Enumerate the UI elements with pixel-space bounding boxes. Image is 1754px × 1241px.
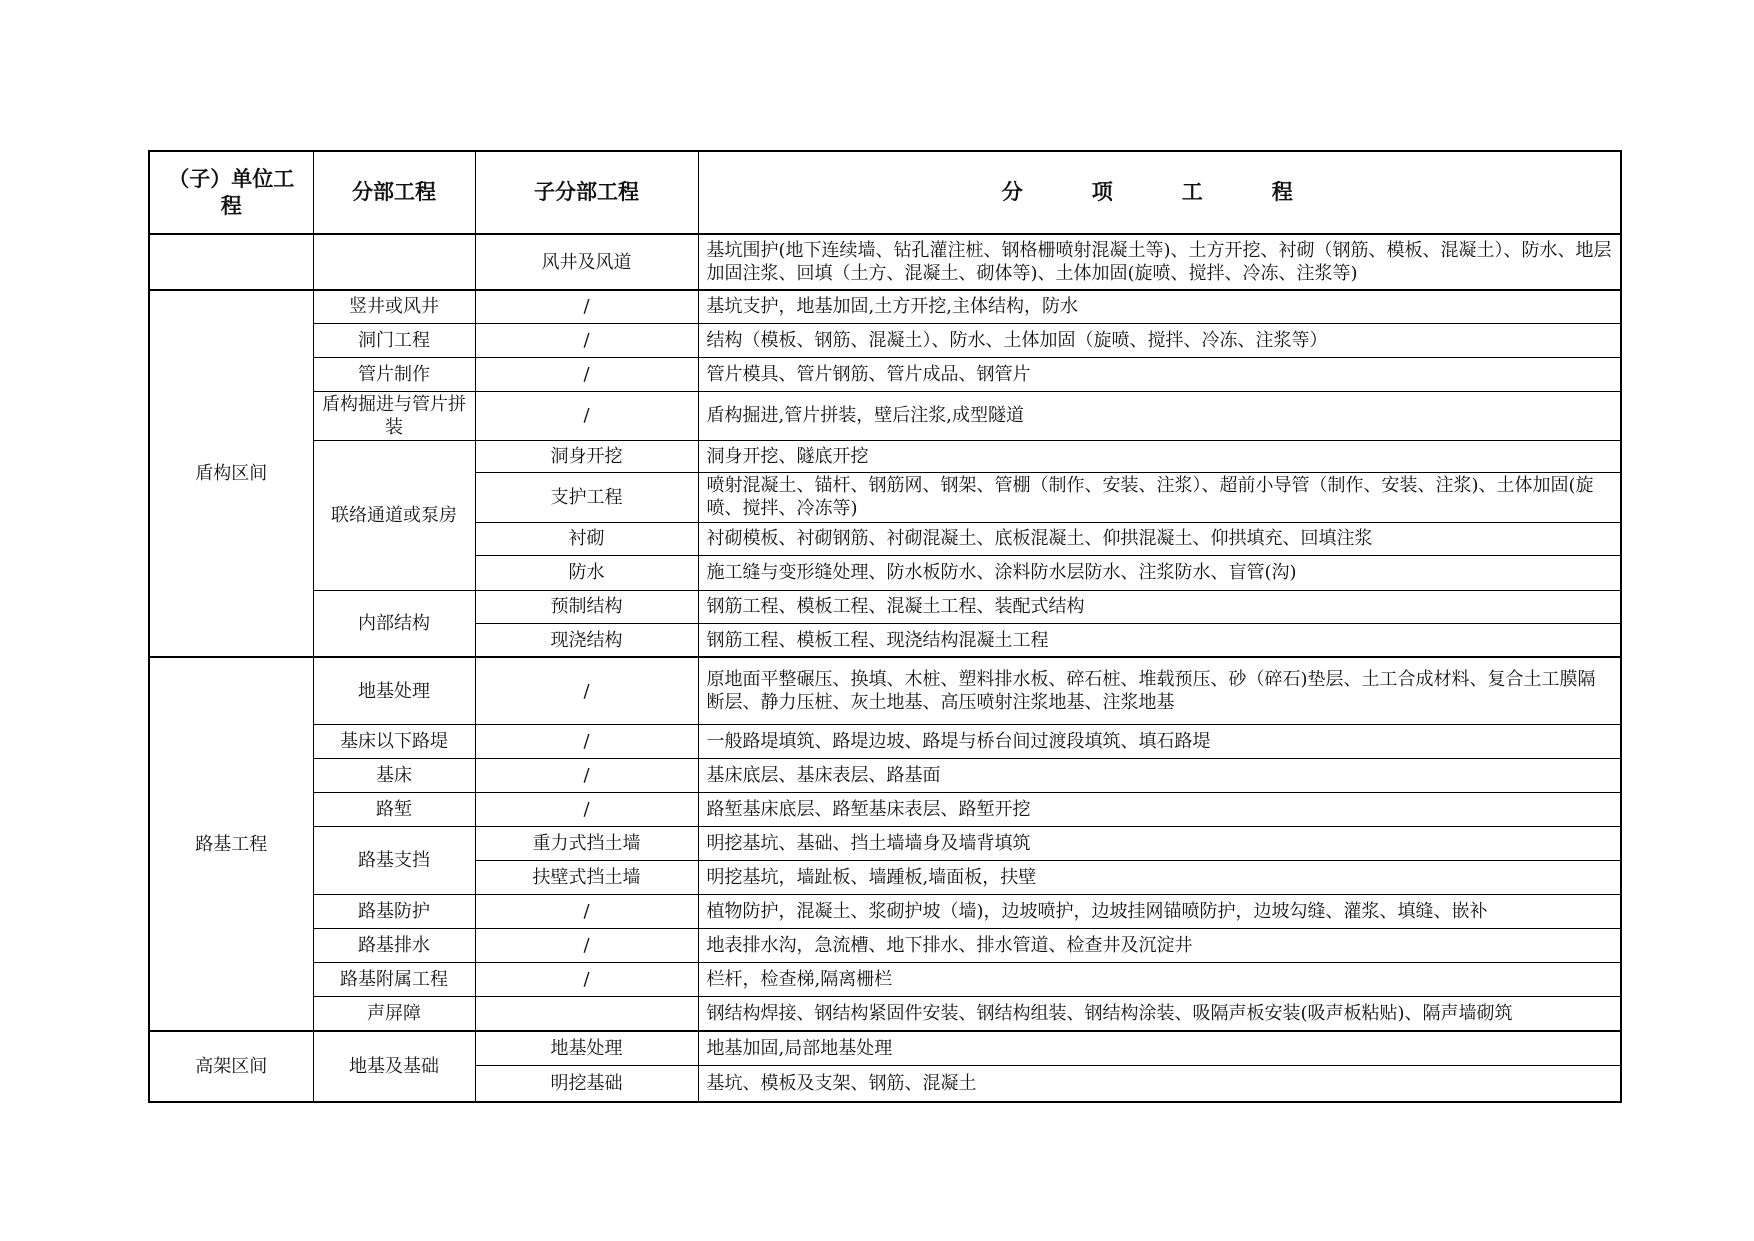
unit-cell: 盾构区间: [149, 290, 313, 657]
division-cell-empty: [313, 234, 475, 290]
table-row: [149, 440, 1621, 472]
subdivision-cell: /: [475, 759, 698, 793]
subdivision-cell: /: [475, 357, 698, 391]
division-cell: 路基支挡: [313, 827, 475, 895]
items-cell: 盾构掘进,管片拼装，壁后注浆,成型隧道: [698, 391, 1621, 440]
items-cell: 栏杆，检查梯,隔离栅栏: [698, 963, 1621, 997]
unit-cell: 路基工程: [149, 657, 313, 1030]
table-row: [149, 895, 1621, 929]
division-cell: 路堑: [313, 793, 475, 827]
items-cell: 基坑、模板及支架、钢筋、混凝土: [698, 1066, 1621, 1102]
subdivision-cell: /: [475, 323, 698, 357]
division-cell: 地基处理: [313, 657, 475, 724]
items-cell: 地表排水沟，急流槽、地下排水、排水管道、检查井及沉淀井: [698, 929, 1621, 963]
division-cell: 路基附属工程: [313, 963, 475, 997]
items-cell: 施工缝与变形缝处理、防水板防水、涂料防水层防水、注浆防水、盲管(沟): [698, 555, 1621, 590]
division-cell: 管片制作: [313, 357, 475, 391]
table-row: [149, 657, 1621, 724]
items-cell: 一般路堤填筑、路堤边坡、路堤与桥台间过渡段填筑、填石路堤: [698, 724, 1621, 758]
subdivision-cell: 地基处理: [475, 1031, 698, 1066]
division-cell: 洞门工程: [313, 323, 475, 357]
items-cell: 明挖基坑，墙趾板、墙踵板,墙面板，扶壁: [698, 861, 1621, 895]
items-cell: 路堑基床底层、路堑基床表层、路堑开挖: [698, 793, 1621, 827]
unit-cell: 高架区间: [149, 1031, 313, 1102]
items-cell: 明挖基坑、基础、挡土墙墙身及墙背填筑: [698, 827, 1621, 861]
items-cell: 植物防护，混凝土、浆砌护坡（墙)，边坡喷护，边坡挂网锚喷防护，边坡勾缝、灌浆、填缝、嵌补: [698, 895, 1621, 929]
table-row: [149, 290, 1621, 323]
items-cell: 结构（模板、钢筋、混凝土）、防水、土体加固（旋喷、搅拌、冷冻、注浆等）: [698, 323, 1621, 357]
subdivision-cell: 洞身开挖: [475, 440, 698, 472]
items-cell: 管片模具、管片钢筋、管片成品、钢管片: [698, 357, 1621, 391]
subdivision-cell: 明挖基础: [475, 1066, 698, 1102]
table-row: [149, 759, 1621, 793]
division-cell: 联络通道或泵房: [313, 440, 475, 590]
items-cell: 喷射混凝土、锚杆、钢筋网、钢架、管棚（制作、安装、注浆）、超前小导管（制作、安装、注浆)、土体加固(旋喷、搅拌、冷冻等): [698, 472, 1621, 522]
table-row: [149, 234, 1621, 290]
subdivision-cell: /: [475, 724, 698, 758]
table-row: [149, 997, 1621, 1031]
table-row: [149, 929, 1621, 963]
unit-cell-empty: [149, 234, 313, 290]
subdivision-cell: 支护工程: [475, 472, 698, 522]
table-row: [149, 323, 1621, 357]
division-cell: 竖井或风井: [313, 290, 475, 323]
subdivision-cell: 风井及风道: [475, 234, 698, 290]
division-cell: 基床: [313, 759, 475, 793]
table-row: [149, 391, 1621, 440]
subdivision-cell: /: [475, 793, 698, 827]
subdivision-cell: /: [475, 895, 698, 929]
subdivision-cell: 重力式挡土墙: [475, 827, 698, 861]
items-cell: 基坑围护(地下连续墙、钻孔灌注桩、钢格栅喷射混凝土等)、土方开挖、衬砌（钢筋、模板、混凝土）、防水、地层加固注浆、回填（土方、混凝土、砌体等)、土体加固(旋喷、搅拌、冷冻、注浆等): [698, 234, 1621, 290]
table-row: [149, 1031, 1621, 1066]
subdivision-cell: /: [475, 391, 698, 440]
subdivision-cell: [475, 997, 698, 1031]
subdivision-cell: 预制结构: [475, 590, 698, 623]
division-cell: 盾构掘进与管片拼装: [313, 391, 475, 440]
items-cell: 钢筋工程、模板工程、现浇结构混凝土工程: [698, 623, 1621, 657]
subdivision-cell: 衬砌: [475, 522, 698, 555]
subdivision-cell: /: [475, 290, 698, 323]
table-row: [149, 827, 1621, 861]
header-unit: （子）单位工程: [149, 151, 313, 234]
division-cell: 地基及基础: [313, 1031, 475, 1102]
subdivision-cell: /: [475, 963, 698, 997]
items-cell: 地基加固,局部地基处理: [698, 1031, 1621, 1066]
header-division: 分部工程: [313, 151, 475, 234]
table-row: [149, 963, 1621, 997]
table-row: [149, 357, 1621, 391]
table-header-row: [149, 151, 1621, 234]
header-items: 分 项 工 程: [698, 151, 1621, 234]
items-cell: 原地面平整碾压、换填、木桩、塑料排水板、碎石桩、堆载预压、砂（碎石)垫层、土工合成材料、复合土工膜隔断层、静力压桩、灰土地基、高压喷射注浆地基、注浆地基: [698, 657, 1621, 724]
items-cell: 基床底层、基床表层、路基面: [698, 759, 1621, 793]
subdivision-cell: 扶壁式挡土墙: [475, 861, 698, 895]
division-cell: 路基防护: [313, 895, 475, 929]
division-cell: 基床以下路堤: [313, 724, 475, 758]
items-cell: 钢结构焊接、钢结构紧固件安装、钢结构组装、钢结构涂装、吸隔声板安装(吸声板粘贴)、隔声墙砌筑: [698, 997, 1621, 1031]
division-cell: 路基排水: [313, 929, 475, 963]
items-cell: 钢筋工程、模板工程、混凝土工程、装配式结构: [698, 590, 1621, 623]
subdivision-cell: 防水: [475, 555, 698, 590]
work-breakdown-table: [148, 150, 1622, 1103]
header-subdivision: 子分部工程: [475, 151, 698, 234]
table-row: [149, 724, 1621, 758]
items-cell: 衬砌模板、衬砌钢筋、衬砌混凝土、底板混凝土、仰拱混凝土、仰拱填充、回填注浆: [698, 522, 1621, 555]
division-cell: 内部结构: [313, 590, 475, 657]
subdivision-cell: /: [475, 657, 698, 724]
subdivision-cell: /: [475, 929, 698, 963]
division-cell: 声屏障: [313, 997, 475, 1031]
table-row: [149, 590, 1621, 623]
table-row: [149, 793, 1621, 827]
items-cell: 洞身开挖、隧底开挖: [698, 440, 1621, 472]
subdivision-cell: 现浇结构: [475, 623, 698, 657]
items-cell: 基坑支护，地基加固,土方开挖,主体结构，防水: [698, 290, 1621, 323]
